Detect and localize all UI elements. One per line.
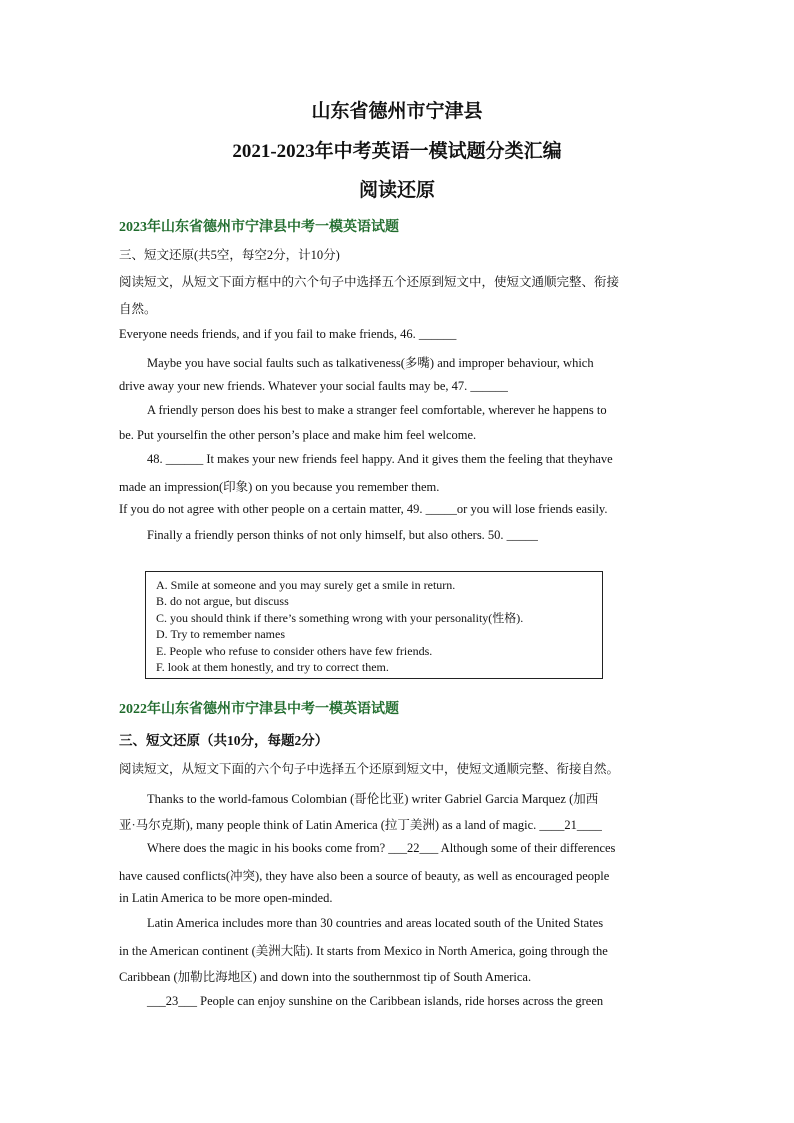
instruction-title-2022: 三、短文还原（共10分，每题2分） bbox=[119, 733, 329, 748]
instruction-text-2022: 阅读短文，从短文下面的六个句子中选择五个还原到短文中，使短文通顺完整、衔接自然。 bbox=[119, 762, 620, 776]
passage-line: Everyone needs friends, and if you fail to make friends, 46. ______ bbox=[119, 327, 457, 341]
title-line-2: 2021-2023年中考英语一模试题分类汇编 bbox=[232, 141, 562, 162]
options-box bbox=[145, 571, 603, 679]
passage-line: in Latin America to be more open-minded. bbox=[119, 891, 333, 905]
passage-line: Finally a friendly person thinks of not only himself, but also others. 50. _____ bbox=[147, 528, 538, 542]
title-line-1: 山东省德州市宁津县 bbox=[311, 101, 483, 122]
option-d: D. Try to remember names bbox=[156, 627, 285, 642]
option-f: F. look at them honestly, and try to correct them. bbox=[156, 660, 389, 675]
passage-line: be. Put yourselfin the other person’s place and make him feel welcome. bbox=[119, 428, 477, 442]
passage-line: 48. ______ It makes your new friends feel happy. And it gives them the feeling that theyhave bbox=[147, 452, 613, 466]
passage-line: have caused conflicts(冲突), they have also been a source of beauty, as well as encouraged people bbox=[119, 869, 610, 883]
passage-line: ___23___ People can enjoy sunshine on the Caribbean islands, ride horses across the green bbox=[147, 994, 604, 1008]
passage-line: Where does the magic in his books come from? ___22___ Although some of their differences bbox=[147, 841, 616, 855]
passage-line: drive away your new friends. Whatever your social faults may be, 47. ______ bbox=[119, 379, 508, 393]
passage-line: made an impression(印象) on you because you remember them. bbox=[119, 480, 440, 494]
instruction-title-2023: 三、短文还原(共5空，每空2分，计10分) bbox=[119, 248, 340, 262]
passage-line: A friendly person does his best to make a stranger feel comfortable, wherever he happens to bbox=[147, 403, 607, 417]
instruction-text-2023-cont: 自然。 bbox=[119, 302, 157, 316]
passage-line: Thanks to the world-famous Colombian (哥伦比亚) writer Gabriel Garcia Marquez (加西 bbox=[147, 792, 599, 806]
section-heading-2022: 2022年山东省德州市宁津县中考一模英语试题 bbox=[119, 702, 399, 717]
passage-line: Caribbean (加勒比海地区) and down into the southernmost tip of South America. bbox=[119, 970, 532, 984]
section-heading-2023: 2023年山东省德州市宁津县中考一模英语试题 bbox=[119, 220, 399, 235]
option-b: B. do not argue, but discuss bbox=[156, 594, 289, 609]
option-c: C. you should think if there’s something wrong with your personality(性格). bbox=[156, 610, 524, 625]
passage-line: Maybe you have social faults such as talkativeness(多嘴) and improper behaviour, which bbox=[147, 356, 594, 370]
passage-line: If you do not agree with other people on a certain matter, 49. _____or you will lose friends easily. bbox=[119, 502, 608, 516]
instruction-text-2023: 阅读短文，从短文下面方框中的六个句子中选择五个还原到短文中，使短文通顺完整、衔接 bbox=[119, 275, 620, 289]
option-e: E. People who refuse to consider others have few friends. bbox=[156, 643, 433, 658]
title-line-3: 阅读还原 bbox=[358, 180, 435, 201]
passage-line: in the American continent (美洲大陆). It starts from Mexico in North America, going through the bbox=[119, 944, 608, 958]
passage-line: 亚·马尔克斯), many people think of Latin America (拉丁美洲) as a land of magic. ____21____ bbox=[119, 818, 602, 832]
passage-line: Latin America includes more than 30 countries and areas located south of the United States bbox=[147, 916, 604, 930]
option-a: A. Smile at someone and you may surely get a smile in return. bbox=[156, 578, 456, 592]
